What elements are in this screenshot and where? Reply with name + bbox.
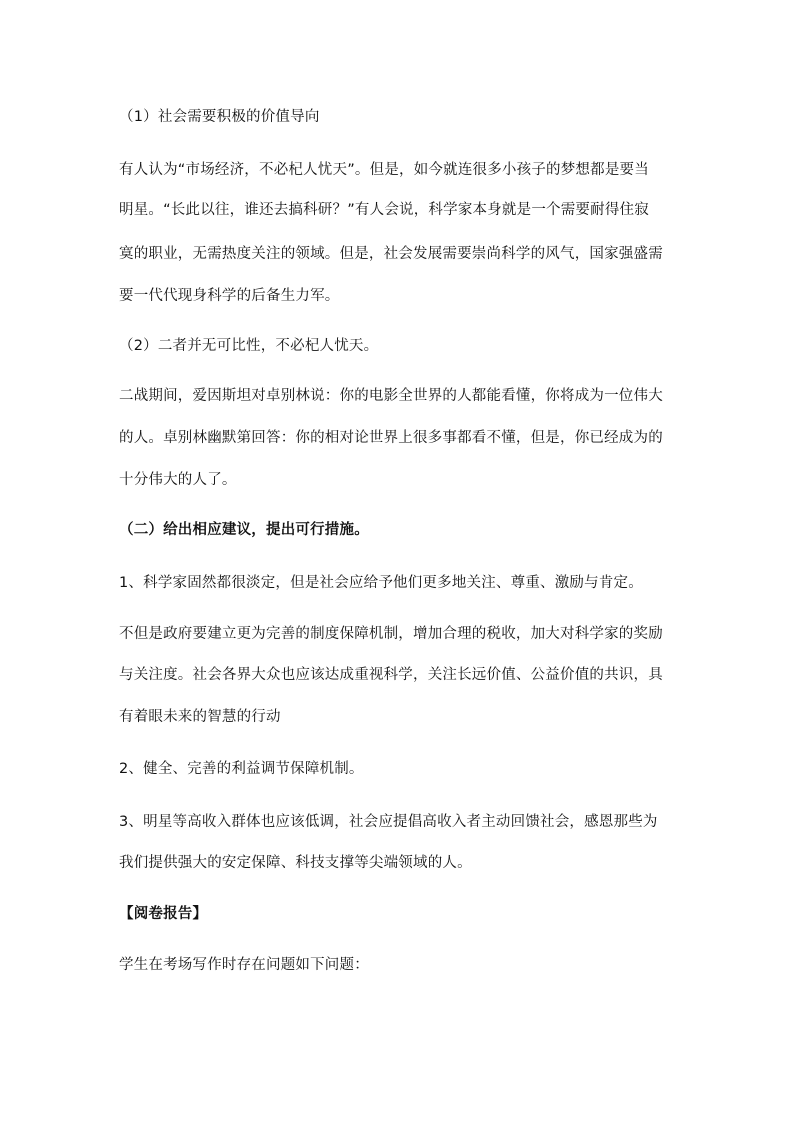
paragraph-1-line-2: 明星。“长此以往，谁还去搞科研？”有人会说，科学家本身就是一个需要耐得住寂 [119,202,649,218]
paragraph-1-line-4: 要一代代现身科学的后备生力军。 [119,288,340,304]
paragraph-1-line-3: 寞的职业，无需热度关注的领域。但是，社会发展需要崇尚科学的风气，国家强盛需 [119,246,663,262]
paragraph-2-line-3: 十分伟大的人了。 [119,472,237,488]
report-intro: 学生在考场写作时存在问题如下问题： [119,957,369,973]
paragraph-3-line-2: 与关注度。社会各界大众也应该达成重视科学，关注长远价值、公益价值的共识，具 [119,667,663,683]
subheading-2: （2）二者并无可比性，不必杞人忧天。 [119,338,379,354]
point-1: 1、科学家固然都很淡定，但是社会应给予他们更多地关注、尊重、激励与肯定。 [119,575,643,591]
paragraph-3-line-3: 有着眼未来的智慧的行动 [119,709,281,725]
point-3-line-2: 我们提供强大的安定保障、科技支撑等尖端领域的人。 [119,855,472,871]
report-heading: 【阅卷报告】 [119,906,208,922]
paragraph-2-line-1: 二战期间，爱因斯坦对卓别林说：你的电影全世界的人都能看懂，你将成为一位伟大 [119,388,663,404]
point-2: 2、健全、完善的利益调节保障机制。 [119,761,364,777]
point-3-line-1: 3、明星等高收入群体也应该低调，社会应提倡高收入者主动回馈社会，感恩那些为 [119,814,658,830]
subheading-1: （1）社会需要积极的价值导向 [119,109,320,125]
paragraph-2-line-2: 的人。卓别林幽默第回答：你的相对论世界上很多事都看不懂，但是，你已经成为的 [119,430,663,446]
paragraph-1-line-1: 有人认为“市场经济，不必杞人忧天”。但是，如今就连很多小孩子的梦想都是要当 [119,162,649,178]
paragraph-3-line-1: 不但是政府要建立更为完善的制度保障机制，增加合理的税收，加大对科学家的奖励 [119,626,663,642]
section-heading: （二）给出相应建议，提出可行措施。 [119,522,369,538]
